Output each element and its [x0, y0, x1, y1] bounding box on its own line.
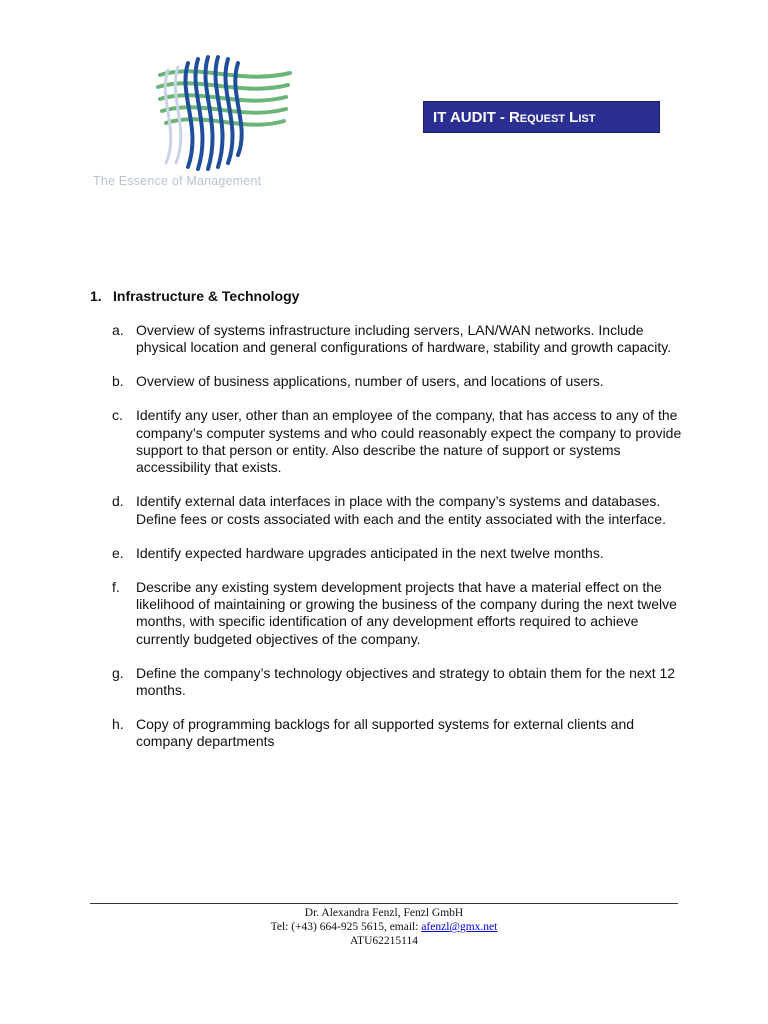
title-main: IT AUDIT - — [433, 108, 505, 126]
item-text: Identify external data interfaces in place with the company’s systems and databases. Define fees or costs associated with each and the entity associated with the interface. — [136, 493, 666, 527]
item-letter: b. — [112, 373, 124, 390]
list-item — [112, 407, 682, 477]
item-letter: a. — [112, 322, 124, 338]
company-logo — [90, 45, 300, 205]
item-text: Overview of systems infrastructure including servers, LAN/WAN networks. Include physical location and general configurations of hardware, stability and growth capacity. — [136, 322, 672, 356]
section-heading — [90, 288, 299, 304]
request-list — [112, 322, 682, 767]
list-item — [112, 665, 682, 700]
logo-tagline: The Essence of Management — [93, 174, 262, 188]
footer — [90, 906, 678, 948]
item-text: Overview of business applications, number of users, and locations of users. — [136, 373, 604, 390]
footer-phone: Tel: (+43) 664-925 5615, email: — [270, 921, 422, 933]
document-title — [423, 101, 660, 133]
footer-contact — [90, 920, 678, 934]
email-link[interactable]: afenzl@gmx.net — [421, 921, 498, 933]
title-subtitle: Request List — [508, 108, 596, 126]
item-text: Define the company’s technology objectives and strategy to obtain them for the next 12 months. — [136, 664, 676, 699]
item-letter: d. — [112, 493, 124, 510]
section-number: 1. — [90, 288, 102, 304]
footer-divider — [90, 903, 678, 904]
section-title: Infrastructure & Technology — [113, 288, 300, 304]
item-letter: c. — [112, 407, 123, 424]
item-text: Identify expected hardware upgrades anticipated in the next twelve months. — [136, 544, 604, 561]
list-item — [112, 579, 682, 649]
list-item — [112, 322, 682, 357]
wave-logo-graphic — [90, 45, 300, 175]
item-text: Describe any existing system development projects that have a material effect on the likelihood of maintaining or growing the business of the company during the next twelve months, with specific identification of any development efforts required to achieve currently budgeted objectives of the company. — [136, 578, 677, 647]
footer-name: Dr. Alexandra Fenzl, Fenzl GmbH — [304, 907, 464, 919]
list-item — [112, 493, 682, 528]
list-item — [112, 373, 682, 390]
item-letter: f. — [112, 578, 120, 595]
item-text: Copy of programming backlogs for all supported systems for external clients and company departments — [136, 716, 635, 750]
item-letter: h. — [112, 716, 124, 732]
item-text: Identify any user, other than an employee of the company, that has access to any of the company’s computer systems and who could reasonably expect the company to provide support to that person or entity. Also describe the nature of support or systems accessibility that exists. — [136, 407, 682, 476]
item-letter: e. — [112, 544, 124, 561]
list-item — [112, 545, 682, 562]
list-item — [112, 716, 682, 751]
footer-vat-id: ATU62215114 — [350, 935, 418, 947]
item-letter: g. — [112, 664, 124, 681]
